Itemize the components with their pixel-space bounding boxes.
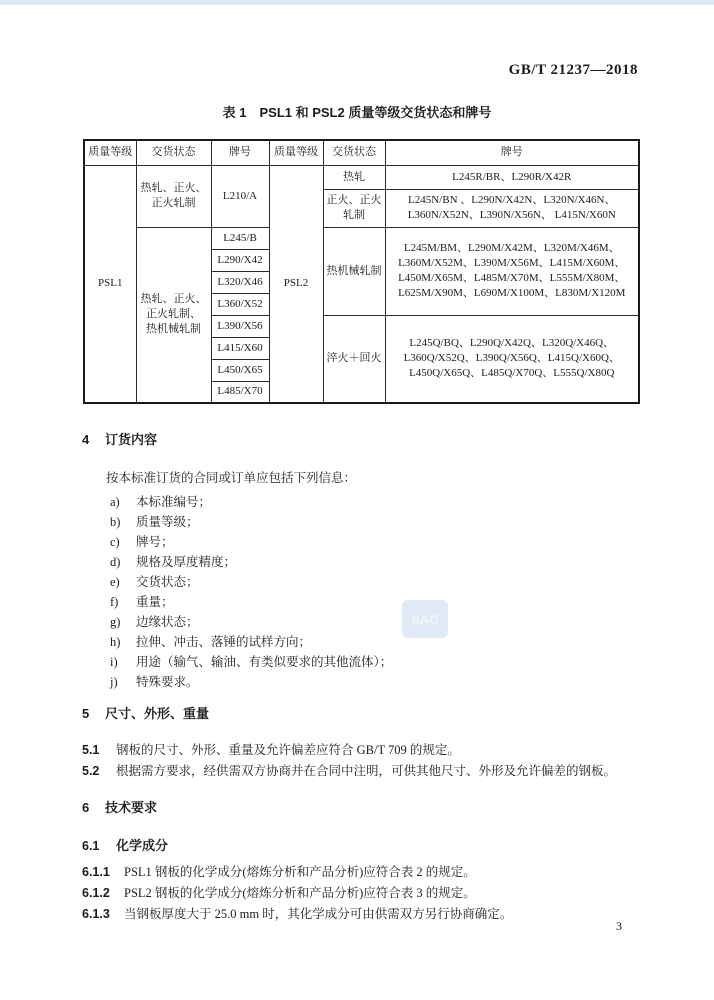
section-number: 6	[82, 800, 90, 815]
psl1-brand-row: L245/B	[211, 227, 269, 249]
psl1-brand-row: L360/X52	[211, 293, 269, 315]
item-letter: h)	[110, 635, 121, 649]
psl2-state-tmcp: 热机械轧制	[323, 227, 385, 315]
psl2-brands-hot-rolled	[385, 165, 639, 189]
brand-line: L245Q/BQ、L290Q/X42Q、L320Q/X46Q、	[409, 337, 615, 350]
col-header-brand-right: 牌号	[385, 140, 639, 165]
psl2-state-quenched: 淬火＋回火	[323, 315, 385, 403]
item-text: 牌号；	[136, 535, 174, 549]
col-header-state-left: 交货状态	[136, 140, 211, 165]
brand-line: L360M/X52M、L390M/X56M、L415M/X60M、	[398, 257, 626, 269]
psl2-state-normalized: 正火、正火轧制	[323, 189, 385, 227]
state-line: 正火轧制、	[146, 308, 201, 321]
clause-6-1-2	[82, 883, 476, 901]
section4-heading	[82, 429, 157, 448]
clause-6-1-3	[82, 904, 512, 922]
psl1-brand-row: L290/X42	[211, 249, 269, 271]
item-letter: e)	[110, 575, 120, 589]
item-text: 交货状态；	[136, 575, 199, 589]
clause-5-1	[82, 740, 460, 758]
brand-line: L360N/X52N、L390N/X56N、 L415N/X60N	[407, 209, 616, 221]
item-text: 规格及厚度精度；	[136, 555, 237, 569]
section-number: 4	[82, 432, 90, 447]
clause-5-2	[82, 761, 616, 779]
psl1-brand-row: L415/X60	[211, 337, 269, 359]
col-header-grade-left: 质量等级	[84, 140, 136, 165]
section-title: 尺寸、外形、重量	[105, 706, 210, 721]
psl2-grade-cell: PSL2	[269, 165, 323, 403]
clause-text: 钢板的尺寸、外形、重量及允许偏差应符合 GB/T 709 的规定。	[116, 743, 460, 757]
psl2-state-hot-rolled: 热轧	[323, 165, 385, 189]
list-item	[110, 632, 392, 652]
psl2-brands-normalized	[385, 189, 639, 227]
section4-intro: 按本标准订货的合同或订单应包括下列信息：	[106, 471, 357, 485]
item-text: 重量；	[136, 595, 174, 609]
item-letter: i)	[110, 655, 118, 669]
table1	[83, 139, 640, 404]
table-row	[84, 227, 639, 249]
col-header-brand-left: 牌号	[211, 140, 269, 165]
clause-text: 根据需方要求，经供需双方协商并在合同中注明，可供其他尺寸、外形及允许偏差的钢板。	[116, 764, 617, 778]
item-letter: b)	[110, 515, 121, 529]
item-letter: c)	[110, 535, 120, 549]
psl1-brand-L210: L210/A	[211, 165, 269, 227]
section-title: 技术要求	[105, 800, 158, 815]
table-row	[84, 165, 639, 189]
section6-heading	[82, 797, 157, 816]
item-text: 特殊要求。	[136, 675, 199, 689]
psl1-brand-row: L320/X46	[211, 271, 269, 293]
psl2-brands-quenched	[385, 315, 639, 403]
state-line: 热轧、正火、	[140, 182, 207, 194]
state-line: 热轧、正火、	[140, 293, 207, 306]
subsection-6-1-heading	[82, 835, 168, 854]
list-item	[110, 592, 392, 612]
list-item	[110, 532, 392, 552]
clause-text: PSL2 钢板的化学成分(熔炼分析和产品分析)应符合表 3 的规定。	[124, 886, 476, 900]
clause-number: 5.2	[82, 764, 100, 778]
section-number: 5	[82, 706, 90, 721]
brand-line: L245N/BN 、L290N/X42N、L320N/X46N、	[408, 194, 616, 206]
table1-title: 表 1 PSL1 和 PSL2 质量等级交货状态和牌号	[222, 105, 492, 120]
psl1-brand-row: L450/X65	[211, 359, 269, 381]
psl1-grade-cell: PSL1	[84, 165, 136, 403]
item-text: 边缘状态；	[136, 615, 199, 629]
clause-number: 5.1	[82, 743, 100, 757]
item-letter: a)	[110, 495, 120, 509]
list-item	[110, 512, 392, 532]
brand-line: L450M/X65M、L485M/X70M、L555M/X80M、	[398, 272, 626, 284]
item-letter: d)	[110, 555, 121, 569]
standard-number: GB/T 21237—2018	[508, 62, 638, 78]
psl1-brand-row: L485/X70	[211, 381, 269, 403]
list-item	[110, 612, 392, 632]
psl1-state2-cell	[136, 227, 211, 403]
brand-line: L245R/BR、L290R/X42R	[452, 170, 572, 183]
psl2-brands-tmcp	[385, 227, 639, 315]
scan-edge-strip	[0, 0, 714, 5]
item-text: 用途（输气、输油、有类似要求的其他流体）；	[136, 655, 393, 669]
clause-text: PSL1 钢板的化学成分(熔炼分析和产品分析)应符合表 2 的规定。	[124, 865, 476, 879]
col-header-state-right: 交货状态	[323, 140, 385, 165]
section5-heading	[82, 703, 209, 722]
list-item	[110, 552, 392, 572]
state-line: 正火轧制	[151, 197, 196, 209]
subsection-title: 化学成分	[116, 838, 169, 853]
clause-number: 6.1.1	[82, 865, 110, 879]
state-line: 热机械轧制	[146, 323, 201, 336]
brand-line: L450Q/X65Q、L485Q/X70Q、L555Q/X80Q	[409, 367, 615, 380]
clause-6-1-1	[82, 862, 476, 880]
item-text: 本标准编号；	[136, 495, 212, 509]
order-info-list	[110, 492, 392, 692]
brand-line: L625M/X90M、L690M/X100M、L830M/X120M	[398, 287, 626, 299]
item-letter: f)	[110, 595, 119, 609]
psl1-brand-row: L390/X56	[211, 315, 269, 337]
clause-number: 6.1.3	[82, 907, 110, 921]
table1-header-row	[84, 140, 639, 165]
page-number: 3	[616, 919, 622, 933]
list-item	[110, 672, 392, 692]
section-title: 订货内容	[105, 432, 158, 447]
item-text: 拉伸、冲击、落锤的试样方向；	[136, 635, 312, 649]
list-item	[110, 652, 392, 672]
col-header-grade-right: 质量等级	[269, 140, 323, 165]
clause-text: 当钢板厚度大于 25.0 mm 时，其化学成分可由供需双方另行协商确定。	[124, 907, 513, 921]
list-item	[110, 572, 392, 592]
clause-number: 6.1.2	[82, 886, 110, 900]
brand-line: L245M/BM、L290M/X42M、L320M/X46M、	[403, 242, 620, 254]
item-letter: g)	[110, 615, 121, 629]
item-text: 质量等级；	[136, 515, 199, 529]
psl1-state1-cell	[136, 165, 211, 227]
sac-watermark: SAC	[402, 600, 448, 638]
list-item	[110, 492, 392, 512]
item-letter: j)	[110, 675, 118, 689]
brand-line: L360Q/X52Q、L390Q/X56Q、L415Q/X60Q、	[403, 352, 620, 365]
clause-number: 6.1	[82, 839, 100, 853]
